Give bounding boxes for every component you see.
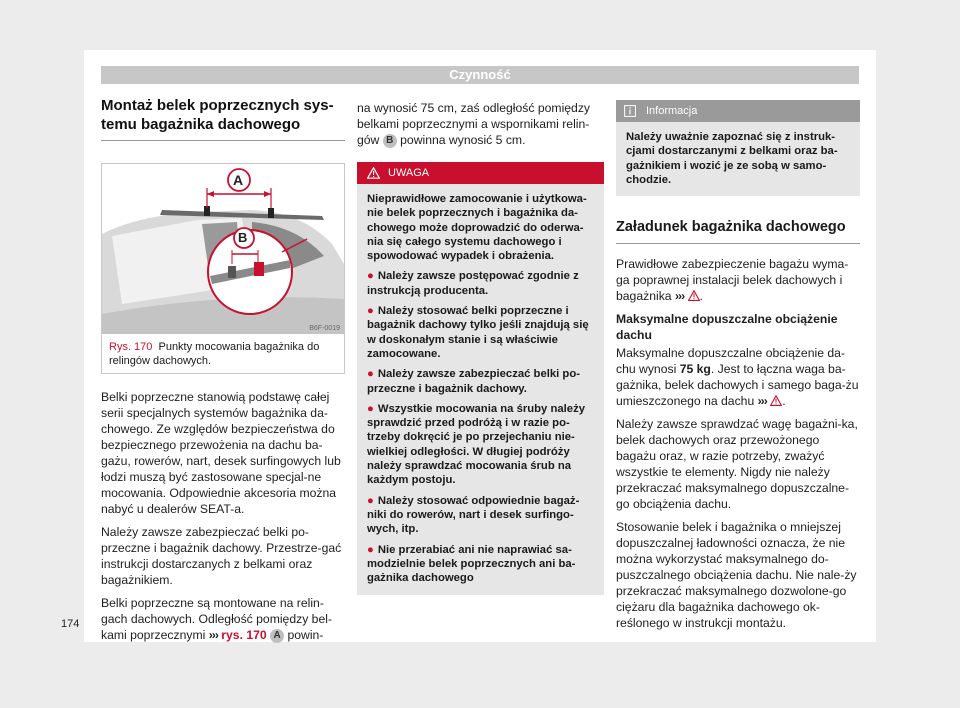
warning-header [357,162,604,184]
info-title: Informacja [646,105,698,117]
info-box [616,100,860,196]
link-arrows[interactable]: ››› [208,628,218,642]
info-body: Należy uważnie zapoznać się z instruk-cjami dostarczanymi z belkami oraz ba-gażnikiem i wozić je ze sobą w samo-chodzie. [626,131,838,186]
info-header [616,100,860,122]
warning-icon [367,167,380,179]
figure-caption-text: Punkty mocowania bagażnika do relingów dachowych. [109,341,320,367]
callout-a-label: A [233,172,244,188]
body-text [101,389,345,643]
image-code: B6F-0019 [309,325,340,332]
warning-bullet: ● Należy zawsze postępować zgodnie z instrukcją producenta. [367,270,579,297]
warning-bullet: ● Wszystkie mocowania na śruby należy sprawdzić przed podróżą i w razie po-trzeby dokręcić je po przejechaniu nie-wielkiej odległości. W długiej podróży należy sprawdzać mocowania śrub na każdym postoju. [367,402,586,487]
paragraph: Maksymalne dopuszczalne obciążenie da-chu wynosi 75 kg. Jest to łączna waga ba-gażnika, belek dachowych i samego baga-żu umieszczonego na dachu ››› . [616,346,859,409]
warning-box [357,162,604,595]
figure-170 [101,163,345,374]
page-number: 174 [61,618,80,630]
paragraph: Stosowanie belek i bagażnika o mniejszej dopuszczalnej ładowności oznacza, że nie można wykorzystać maksymalnego do-puszczalnego obciążenia dachu. Nie nale-ży przekraczać maksymalnego dozwolone-go ciężaru dla bagażnika dachowego ok-reślonego w instrukcji montażu. [616,520,857,631]
warning-ref-icon[interactable] [770,395,782,406]
paragraph: Prawidłowe zabezpieczenie bagażu wyma-ga poprawnej instalacji belek dachowych i bagażnika ››› . [616,257,849,304]
figure-ref: Rys. 170 [109,341,153,353]
link-arrows[interactable]: ››› [757,394,767,409]
column-1 [101,96,345,650]
callout-b-badge: B [383,134,397,148]
heading-divider [616,243,860,244]
column-3 [616,96,860,638]
figure-caption [102,334,344,373]
column-2 [357,100,604,595]
subheading: Maksymalne dopuszczalne obciążenie dachu [616,312,838,343]
max-load-value: 75 kg [679,362,711,377]
body-text [616,256,860,631]
warning-bullet: ● Nie przerabiać ani nie naprawiać sa-modzielnie belek poprzecznych ani ba-gażnika dachowego [367,543,576,585]
warning-ref-icon[interactable] [688,290,700,301]
paragraph: Należy zawsze zabezpieczać belki po-przeczne i bagażnik dachowy. Przestrze-gać instrukcji dostarczanych z belkami oraz bagażnikiem. [101,525,342,587]
warning-title: UWAGA [388,167,430,179]
section-heading: Załadunek bagażnika dachowego [616,219,846,236]
warning-bullet: ● Należy zawsze zabezpieczać belki po-przeczne i bagażnik dachowy. [367,368,580,395]
callout-a-badge: A [270,629,284,643]
paragraph: Należy zawsze sprawdzać wagę bagażni-ka, belek dachowych oraz przewożonego bagażu oraz, w razie potrzeby, zważyć wszystkie te elementy. Nigdy nie należy przekraczać maksymalnego dopuszczalne-go obciążenia dachu. [616,417,858,512]
paragraph: Belki poprzeczne stanowią podstawę całej serii specjalnych systemów bagażnika da-chowego. Ze względów bezpieczeństwa do bezpiecznego przewożenia na dachu ba-gażu, rowerów, nart, desek surfingowych lub łodzi muszą być zastosowane specjal-ne mocowania. Odpowiednie akcesoria można nabyć u dealerów SEAT-a. [101,390,341,516]
body-text [357,100,604,148]
link-arrows[interactable]: ››› [674,289,685,304]
section-header: Czynność [101,66,859,84]
paragraph: na wynosić 75 cm, zaś odległość pomiędzy belkami poprzecznymi a wspornikami relin-gów B powinna wynosić 5 cm. [357,101,591,147]
info-icon [624,105,636,117]
figure-link[interactable]: rys. 170 [221,628,267,642]
warning-bullet: ● Należy stosować belki poprzeczne i bagażnik dachowy tylko jeśli znajdują się w doskonałym stanie i są właściwie zamocowane. [367,305,589,360]
paragraph: Belki poprzeczne są montowane na relin-gach dachowych. Odległość pomiędzy bel-kami poprzecznymi ››› rys. 170 A powin- [101,596,333,642]
warning-body [357,184,604,595]
warning-intro: Nieprawidłowe zamocowanie i użytkowa-nie belek poprzecznych i bagażnika da-chowego może doprowadzić do oderwa-nia się całego systemu dachowego i spowodować wypadek i obrażenia. [367,193,587,263]
car-roof-rails-illustration [102,164,344,334]
heading-divider [101,140,345,141]
callout-b-label: B [238,230,248,245]
section-heading: Montaż belek poprzecznych sys-temu bagażnika dachowego [101,97,334,133]
warning-bullet: ● Należy stosować odpowiednie bagaż-niki do rowerów, nart i desek surfingo-wych, itp. [367,494,580,536]
